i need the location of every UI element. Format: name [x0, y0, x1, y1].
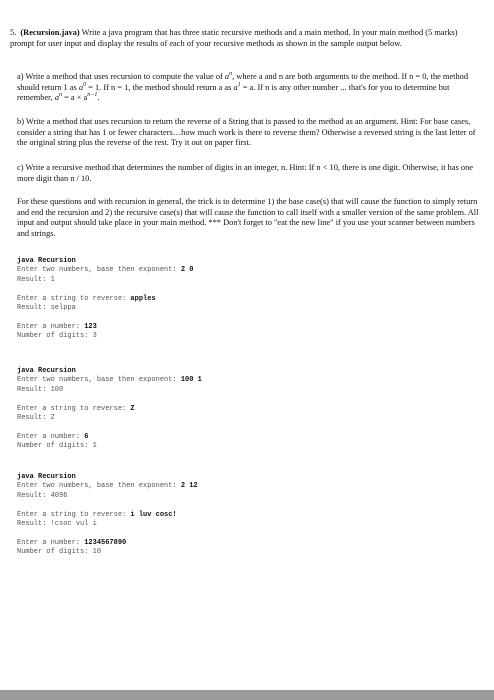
part-a-text: = a × a: [62, 93, 88, 103]
run-prompt: Enter two numbers, base then exponent:: [17, 376, 181, 385]
run-command: java Recursion: [17, 367, 76, 375]
run-result: Result: !csoc vul i: [17, 520, 97, 529]
run-input: 100 1: [180, 376, 202, 385]
run-prompt: Enter two numbers, base then exponent:: [17, 482, 181, 491]
run-result: Result: 4096: [17, 491, 68, 500]
run-input: 2 12: [180, 482, 198, 491]
run-input: i luv cosc!: [130, 510, 177, 519]
math-a-n-2: $a^n$: [54, 92, 62, 103]
run-result: Result: 1: [17, 275, 55, 284]
part-a-text: = 1. If n = 1, the method should return a as: [86, 82, 234, 92]
question-intro: [10, 28, 478, 49]
run-result: Number of digits: 3: [17, 332, 97, 341]
run-input: 2 0: [180, 266, 194, 275]
run-input: 1234567890: [84, 538, 127, 547]
sample-run-1: [17, 257, 479, 342]
math-a-0: $a^0$: [78, 81, 87, 92]
general-instructions: For these questions and with recursion in general, the trick is to determine 1) the base case(s) that will cause the function to simply return and end the recursion and 2) the recursive case(s) that will cause the function to call itself with a smaller version of the same problem. All input and output should take place in your main method. *** Don't forget to "eat the new line" if you use your scanner between numbers and strings.: [17, 197, 479, 238]
bottom-scroll-bar: [0, 690, 494, 700]
run-prompt: Enter a number:: [17, 432, 85, 441]
run-prompt: Enter a string to reverse:: [17, 510, 131, 519]
run-result: Result: Z: [17, 414, 55, 423]
run-input: 123: [84, 322, 97, 331]
part-a: [17, 72, 479, 104]
run-result: Number of digits: 10: [17, 548, 102, 557]
run-input: apples: [130, 294, 156, 303]
run-prompt: Enter a string to reverse:: [17, 404, 131, 413]
part-a-text: .: [97, 93, 100, 103]
part-b: b) Write a method that uses recursion to return the reverse of a String that is passed to the method as an argument. Hint: For base cases, consider a string that has 1 or fewer characters…how much work is there to reverse them? Otherwise a reversed string is the last letter of the original string plus the reverse of the rest. Try it out on paper first.: [17, 117, 476, 148]
math-a-1: $a^1$: [233, 81, 241, 92]
math-n-1: n−1: [87, 92, 98, 99]
run-prompt: Enter a number:: [17, 538, 85, 547]
question-title: (Recursion.java): [20, 28, 80, 37]
part-c: c) Write a recursive method that determines the number of digits in an integer, n. Hint: If n < 10, there is one digit. Otherwise, it has one more digit than n / 10.: [17, 163, 474, 183]
run-command: java Recursion: [17, 257, 76, 265]
run-prompt: Enter two numbers, base then exponent:: [17, 266, 181, 275]
part-a-text: , where a and n are both arguments to the method. If n = 0, the method should return 1 as: [17, 72, 469, 92]
run-result: Number of digits: 1: [17, 442, 97, 451]
sample-run-2: [17, 367, 479, 452]
run-prompt: Enter a string to reverse:: [17, 294, 131, 303]
run-prompt: Enter a number:: [17, 322, 85, 331]
part-a-text: = a. If n is any other number ... that's for you to determine but remember,: [17, 82, 450, 103]
run-input: Z: [130, 404, 135, 413]
run-input: 6: [84, 432, 89, 441]
part-a-text: a) Write a method that uses recursion to compute the value of: [17, 72, 225, 81]
sample-run-3: [17, 473, 479, 558]
question-text: Write a java program that has three static recursive methods and a main method. In your main method (5 marks) prompt for user input and display the results of each of your recursive methods as shown in the sample output below.: [10, 28, 458, 48]
run-command: java Recursion: [17, 473, 76, 481]
run-result: Result: 100: [17, 385, 64, 394]
math-a-n: $a^n$: [224, 71, 233, 81]
question-number: 5.: [10, 28, 17, 37]
run-result: Result: selppa: [17, 304, 76, 313]
